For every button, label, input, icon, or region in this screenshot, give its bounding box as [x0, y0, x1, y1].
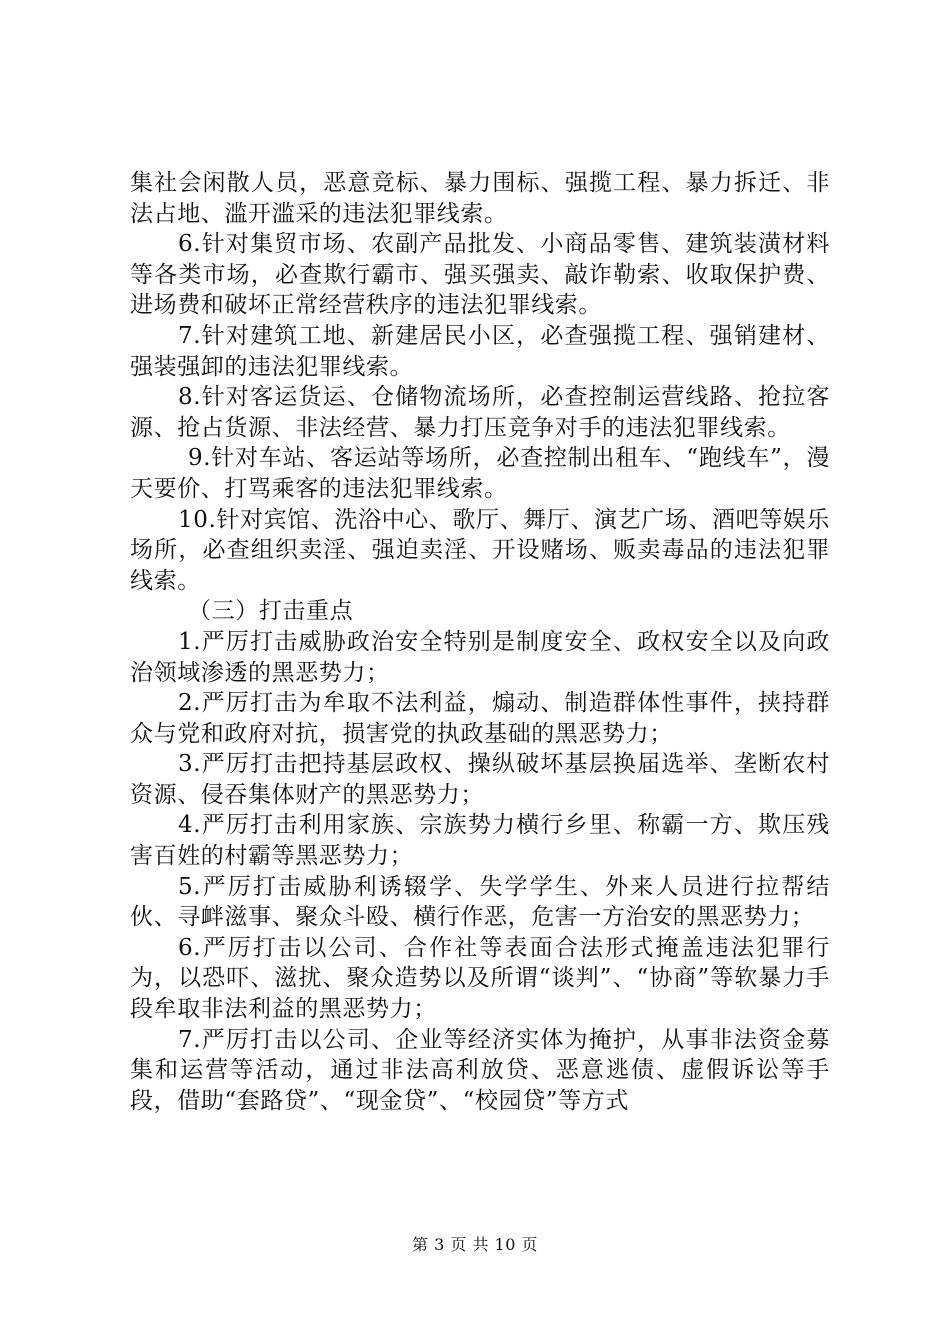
paragraph-focus-1: 1.严厉打击威胁政治安全特别是制度安全、政权安全以及向政治领域渗透的黑恶势力；	[130, 628, 830, 686]
paragraph-item-10-entertainment: 10.针对宾馆、洗浴中心、歌厅、舞厅、演艺广场、酒吧等娱乐场所，必查组织卖淫、强迫卖淫、开设赌场、贩卖毒品的违法犯罪线索。	[130, 506, 830, 594]
section-heading-strike-focus: （三）打击重点	[188, 598, 354, 625]
paragraph-continuation: 集社会闲散人员，恶意竞标、暴力围标、强揽工程、暴力拆迁、非法占地、滥开滥采的违法犯罪线索。	[130, 170, 830, 227]
paragraph-item-6-markets: 6.针对集贸市场、农副产品批发、小商品零售、建筑装潢材料等各类市场，必查欺行霸市、强买强卖、敲诈勒索、收取保护费、进场费和破坏正常经营秩序的违法犯罪线索。	[130, 231, 830, 319]
paragraph-item-7-construction: 7.针对建筑工地、新建居民小区，必查强揽工程、强销建材、强装强卸的违法犯罪线索。	[130, 322, 830, 380]
paragraph-focus-7: 7.严厉打击以公司、企业等经济实体为掩护，从事非法资金募集和运营等活动，通过非法高利放贷、恶意逃债、虚假诉讼等手段，借助“套路贷”、“现金贷”、“校园贷”等方式	[130, 1026, 830, 1114]
paragraph-item-8-transport: 8.针对客运货运、仓储物流场所，必查控制运营线路、抢拉客源、抢占货源、非法经营、暴力打压竞争对手的违法犯罪线索。	[130, 384, 830, 441]
page-footer: 第 3 页 共 10 页	[412, 1235, 538, 1254]
paragraph-focus-3: 3.严厉打击把持基层政权、操纵破坏基层换届选举、垄断农村资源、侵吞集体财产的黑恶势力；	[130, 751, 830, 808]
paragraph-focus-5: 5.严厉打击威胁利诱辍学、失学学生、外来人员进行拉帮结伙、寻衅滋事、聚众斗殴、横行作恶，危害一方治安的黑恶势力；	[130, 873, 830, 931]
document-body	[130, 168, 830, 1116]
paragraph-focus-6: 6.严厉打击以公司、合作社等表面合法形式掩盖违法犯罪行为，以恐吓、滋扰、聚众造势以及所谓“谈判”、“协商”等软暴力手段牟取非法利益的黑恶势力；	[130, 934, 830, 1023]
paragraph-focus-2: 2.严厉打击为牟取不法利益，煽动、制造群体性事件，挟持群众与党和政府对抗，损害党的执政基础的黑恶势力；	[130, 690, 830, 747]
paragraph-focus-4: 4.严厉打击利用家族、宗族势力横行乡里、称霸一方、欺压残害百姓的村霸等黑恶势力；	[130, 812, 830, 870]
paragraph-item-9-stations: 9.针对车站、客运站等场所，必查控制出租车、“跑线车”，漫天要价、打骂乘客的违法犯罪线索。	[130, 445, 830, 502]
